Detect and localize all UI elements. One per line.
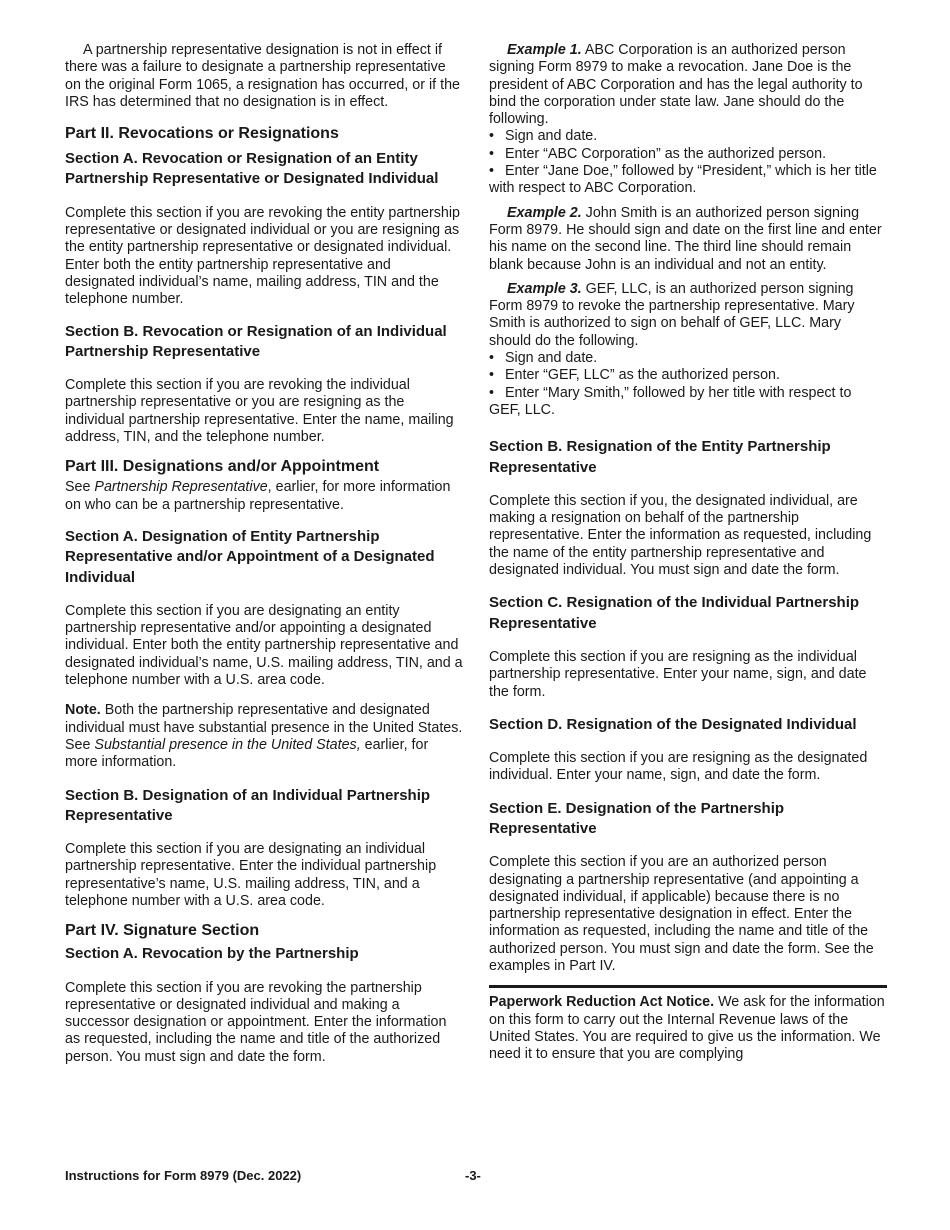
part-4-section-d-heading: Section D. Resignation of the Designated Individual — [489, 715, 857, 733]
example-2: Example 2. John Smith is an authorized person signing Form 8979. He should sign and date on the first line and enter his name on the second line. The third line should remain blank because John is an individual and not an entity. — [489, 204, 882, 273]
paperwork-reduction-label: Paperwork Reduction Act Notice. — [489, 994, 715, 1011]
part-2-section-a-heading: Section A. Revocation or Resignation of an Entity Partnership Representative or Designated Individual — [65, 150, 439, 188]
part-3-section-a-heading: Section A. Designation of Entity Partnership Representative and/or Appointment of a Designated Individual — [65, 527, 435, 586]
part-4-section-e-body: Complete this section if you are an authorized person designating a partnership representative (and appointing a designated individual, if applicable) because there is no partnership representative designation in effect. Enter the information as requested, including the name and title of the authorized person. You must sign and date the form. See the examples in Part IV. — [489, 854, 874, 975]
example-1: Example 1. ABC Corporation is an authorized person signing Form 8979 to make a revocation. Jane Doe is the president of ABC Corporation and has the legal authority to bind the corporation under state law. Jane should do the following. — [489, 42, 863, 128]
example-1-label: Example 1. — [507, 42, 582, 58]
list-item: • Enter “Mary Smith,” followed by her title with respect to GEF, LLC. — [489, 385, 887, 420]
part-4-section-c-body: Complete this section if you are resigning as the individual partnership representative. Enter your name, sign, and date the form. — [489, 648, 867, 700]
list-item: • Sign and date. — [489, 350, 887, 367]
part-4-heading: Part IV. Signature Section — [65, 922, 260, 940]
intro-paragraph: A partnership representative designation is not in effect if there was a failure to designate a partnership representative on the original Form 1065, a resignation has occurred, or if the IRS has determined that no designation is in effect. — [65, 42, 460, 110]
right-column — [489, 42, 887, 1064]
list-item: • Enter “ABC Corporation” as the authorized person. — [489, 146, 887, 163]
list-item: • Enter “GEF, LLC” as the authorized person. — [489, 367, 887, 384]
list-item: • Enter “Jane Doe,” followed by “President,” which is her title with respect to ABC Corporation. — [489, 163, 887, 198]
part-4-section-b-heading: Section B. Resignation of the Entity Partnership Representative — [489, 438, 831, 476]
page-number: -3- — [465, 1168, 481, 1183]
part-3-section-a-body: Complete this section if you are designating an entity partnership representative and/or appointing a designated individual. Enter both the entity partnership representative and designated individual’s name, U.S. mailing address, TIN, and a telephone number with a U.S. area code. — [65, 602, 463, 689]
left-column — [65, 42, 463, 1066]
part-4-section-d-body: Complete this section if you are resigning as the designated individual. Enter your name, sign, and date the form. — [489, 750, 868, 784]
part-4-section-c-heading: Section C. Resignation of the Individual Partnership Representative — [489, 594, 860, 632]
note-paragraph: Note. Both the partnership representative and designated individual must have substantial presence in the United States. See Substantial presence in the United States, earlier, for more information. — [65, 702, 463, 771]
part-2-section-b-body: Complete this section if you are revoking the individual partnership representative or you are resigning as the individual partnership representative. Enter the name, mailing address, TIN, and the telephone number. — [65, 377, 454, 446]
part-4-section-a-body: Complete this section if you are revoking the partnership representative or designated individual and making a successor designation or appointment. Enter the information as requested, including the name and title of the authorized person. You must sign and date the form. — [65, 979, 447, 1065]
note-label: Note. — [65, 702, 101, 719]
example-3: Example 3. GEF, LLC, is an authorized person signing Form 8979 to revoke the partnership representative. Mary Smith is authorized to sign on behalf of GEF, LLC. Mary should do the following. — [489, 280, 855, 349]
partnership-representative-reference: Partnership Representative — [94, 479, 268, 496]
part-3-intro: See Partnership Representative, earlier, for more information on who can be a partnership representative. — [65, 479, 451, 513]
part-2-section-b-heading: Section B. Revocation or Resignation of an Individual Partnership Representative — [65, 322, 447, 360]
part-4-section-e-heading: Section E. Designation of the Partnership Representative — [489, 799, 785, 837]
part-2-heading: Part II. Revocations or Resignations — [65, 125, 339, 143]
part-3-section-b-body: Complete this section if you are designating an individual partnership representative. Enter the individual partnership representative’s name, U.S. mailing address, TIN, and a telephone number with a U.S. area code. — [65, 841, 437, 909]
part-3-heading: Part III. Designations and/or Appointment — [65, 458, 380, 476]
example-2-label: Example 2. — [507, 204, 582, 221]
substantial-presence-reference: Substantial presence in the United States, — [94, 736, 361, 753]
list-item: • Sign and date. — [489, 128, 887, 145]
example-1-bullets — [489, 128, 887, 197]
part-2-section-a-body: Complete this section if you are revoking the entity partnership representative or designated individual or you are resigning as the entity partnership representative or designated individual. Enter both the entity partnership representative and designated individual’s name, mailing address, TIN and the telephone number. — [65, 204, 460, 308]
footer-form-title: Instructions for Form 8979 (Dec. 2022) — [65, 1168, 302, 1183]
part-3-section-b-heading: Section B. Designation of an Individual Partnership Representative — [65, 786, 431, 824]
example-3-label: Example 3. — [507, 280, 582, 297]
paperwork-reduction-notice: Paperwork Reduction Act Notice. We ask for the information on this form to carry out the Internal Revenue laws of the United States. You are required to give us the information. We need it to ensure that you are complying — [489, 985, 887, 1063]
part-4-section-a-heading: Section A. Revocation by the Partnership — [65, 945, 359, 963]
example-3-bullets — [489, 350, 887, 419]
part-4-section-b-body: Complete this section if you, the designated individual, are making a resignation on behalf of the partnership representative. Enter the information as requested, including the name of the entity partnership representative and designated individual. You must sign and date the form. — [489, 492, 872, 579]
